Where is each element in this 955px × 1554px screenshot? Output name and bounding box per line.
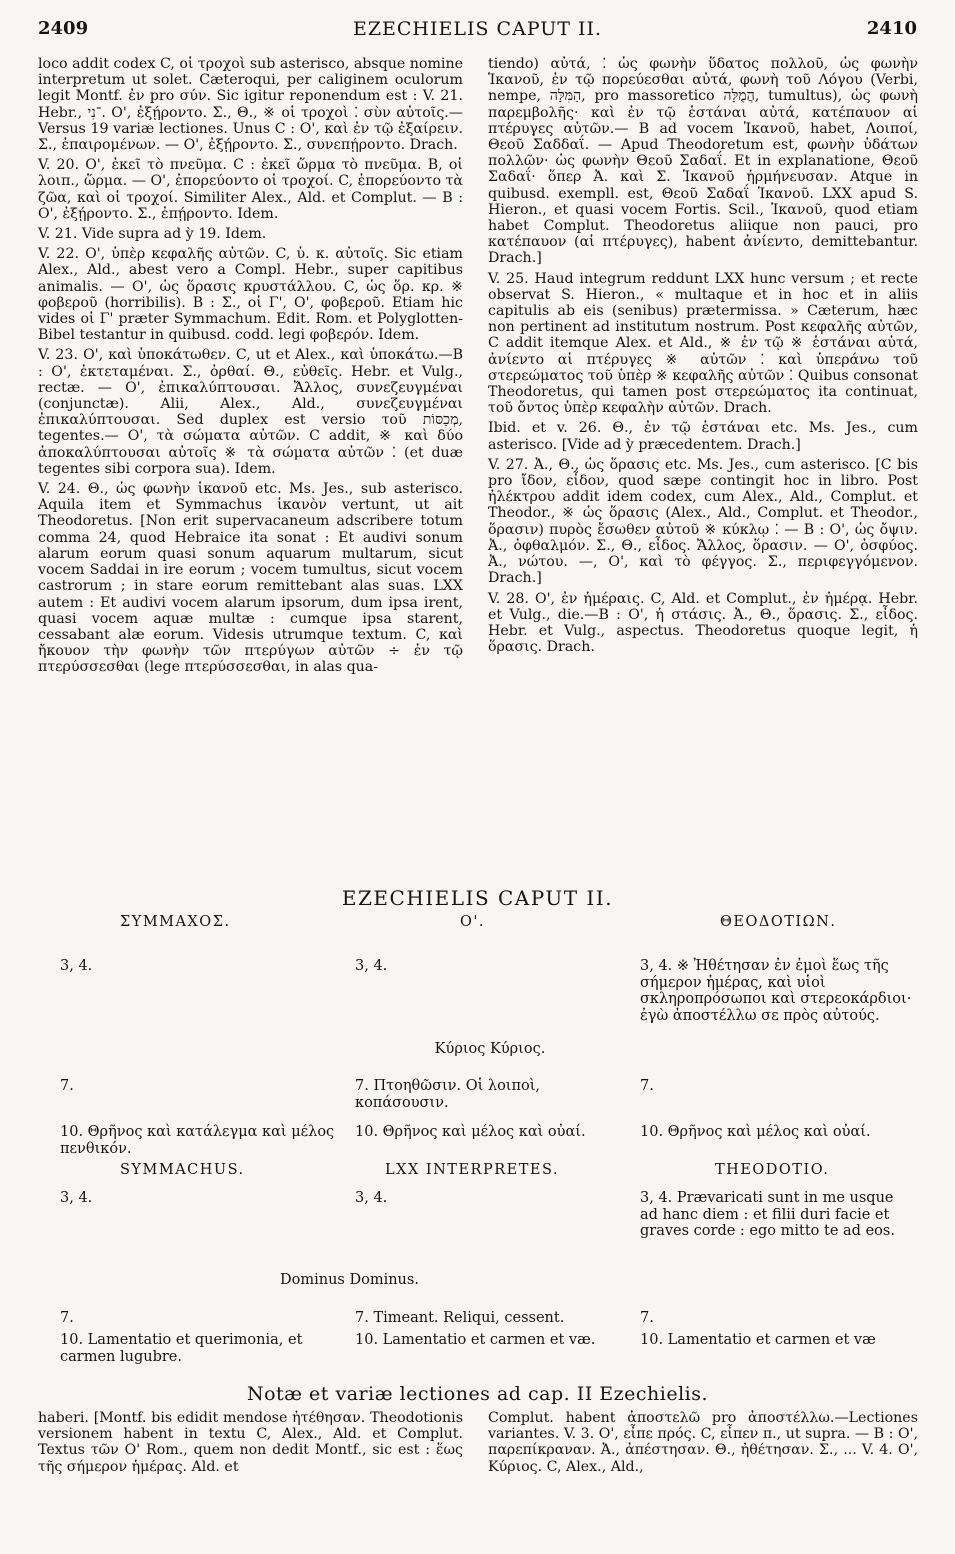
column-header: ΣΥΜΜΑΧΟΣ.	[120, 914, 231, 930]
left-column	[38, 56, 463, 680]
paragraph: V. 21. Vide supra ad ỳ 19. Idem.	[38, 226, 267, 243]
center-text: Dominus Dominus.	[280, 1272, 419, 1288]
table-cell: 7. Timeant. Reliqui, cessent.	[355, 1310, 565, 1326]
paragraph: V. 20. Ο', ἐκεῖ τὸ πνεῦμα. C : ἐκεῖ ὥρμα τὸ πνεῦμα. B, οἱ λοιπ., ὥρμα. — Ο', ἐπορεύοντο οἱ τροχοί. C, ἐπορεύοντο τὰ ζῶα, καὶ οἱ τροχοί. Similiter Alex., Ald. et Complut. — B : Ο', ἐξῄροντο. Σ., ἐπῄροντο. Idem.	[38, 157, 463, 222]
table-cell: 7.	[60, 1078, 74, 1094]
paragraph: loco addit codex C, οἱ τροχοὶ sub asterisco, absque nomine interpretum ut solet. Cæteroqui, per caliginem oculorum legit Montf. ἐν pro σύν. Sic igitur reponendum est : V. 21. Hebr., ־נִי. Ο', ἐξῄροντο. Σ., Θ., ※ οἱ τροχοὶ ⁚ σὺν αὐτοῖς.—Versus 19 variæ lectiones. Unus C : Ο', καὶ ἐν τῷ ἐξαίρειν. Σ., ἐπαιρομένων. — Ο', ἐξῄροντο. Σ., συνεπῄροντο. Drach.	[38, 56, 463, 154]
column-header: Ο'.	[460, 914, 485, 930]
table-cell: 3, 4.	[60, 1190, 93, 1206]
paragraph: V. 23. Ο', καὶ ὑποκάτωθεν. C, ut et Alex., καὶ ὑποκάτω.—B : Ο', ἐκτεταμέναι. Σ., ὀρθαί. Θ., εὐθεῖς. Hebr. et Vulg., rectæ. — Ο', ἐπικαλύπτουσαι. Ἄλλος, συνεζευγμέναι (conjunctæ). Alii, Alex., Ald., συνεζευγμέναι ἐπικαλύπτουσαι. Sed duplex est versio τοῦ מְכַסּוֹת, tegentes.— Ο', τὰ σώματα αὐτῶν. C addit, ※ καὶ δύο ἀποκαλύπτουσαι αὐτοῖς ※ τὰ σώματα αὐτῶν ⁚ (et duæ tegentes sibi corpora sua). Idem.	[38, 347, 463, 477]
table-cell: 10. Lamentatio et carmen et væ.	[355, 1332, 596, 1348]
table-cell: 3, 4.	[60, 958, 93, 974]
table-cell: 3, 4. Prævaricati sunt in me usque ad hanc diem : et filii duri facie et graves corde : ego mitto te ad eos.	[640, 1190, 895, 1239]
page-number-right: 2410	[866, 18, 917, 39]
running-title: EZECHIELIS CAPUT II.	[352, 18, 603, 40]
paragraph: Ibid. et v. 26. Θ., ἐν τῷ ἑστάναι etc. Ms. Jes., cum asterisco. [Vide ad ỳ præcedentem. Drach.]	[488, 420, 918, 453]
paragraph: V. 22. Ο', ὑπὲρ κεφαλῆς αὐτῶν. C, ὑ. κ. αὐτοῖς. Sic etiam Alex., Ald., abest vero a Compl. Hebr., super capitibus animalis. — Ο', ὡς ὅρασις κρυστάλλου. C, ὡς ὅρ. κρ. ※ φοβεροῦ (horribilis). B : Σ., οἱ Γ', Ο', φοβεροῦ. Etiam hic vides οἱ Γ' præter Symmachum. Edit. Rom. et Polyglotten-Bibel testantur in quibusd. codd. legi φοβερόν. Idem.	[38, 246, 463, 344]
table-cell: 7.	[640, 1310, 654, 1326]
page-number-left: 2409	[38, 18, 89, 39]
table-cell: 10. Lamentatio et querimonia, et carmen lugubre.	[60, 1332, 303, 1365]
table-cell: 10. Lamentatio et carmen et væ	[640, 1332, 876, 1348]
column-header: ΘΕΟΔΟΤΙΩΝ.	[720, 914, 837, 930]
column-header: SYMMACHUS.	[120, 1162, 245, 1178]
table-cell: 7. Πτοηθῶσιν. Οἱ λοιποὶ, κοπάσουσιν.	[355, 1078, 541, 1111]
notes-title: Notæ et variæ lectiones ad cap. II Ezechielis.	[246, 1383, 709, 1405]
paragraph: V. 25. Haud integrum reddunt LXX hunc versum ; et recte observat S. Hieron., « multaque et in hoc et in aliis capitulis ab eis (senibus) prætermissa. » Cæterum, hæc non pertinent ad institutum nostrum. Post κεφαλῆς αὐτῶν, C addit itemque Alex. et Ald., ※ ἐν τῷ ※ ἑστάναι αὐτά, ἀνίεντο αἱ πτέρυγες ※ αὐτῶν ⁚ καὶ ὑπεράνω τοῦ στερεώματος τοῦ ὑπὲρ ※ κεφαλῆς αὐτῶν ⁚ Quibus consonat Theodoretus, qui tamen post στερεώματος ita continuat, τοῦ ὄντος ὑπὲρ κεφαλὴν αὐτῶν. Drach.	[488, 270, 918, 417]
section-title: EZECHIELIS CAPUT II.	[341, 886, 614, 910]
table-cell: 10. Θρῆνος καὶ μέλος καὶ οὐαί.	[355, 1124, 586, 1140]
table-cell: 7.	[640, 1078, 654, 1094]
table-cell: 3, 4. ※ Ἠθέτησαν ἐν ἐμοὶ ἕως τῆς σήμερον ἡμέρας, καὶ υἱοὶ σκληροπρόσωποι καὶ στερεοκάρδιοι· ἐγὼ ἀποστέλλω σε πρὸς αὐτούς.	[640, 958, 912, 1024]
column-header: LXX INTERPRETES.	[385, 1162, 560, 1178]
notes-left: haberi. [Montf. bis edidit mendose ἠτέθησαν. Theodotionis versionem habent in textu C, Alex., Ald. et Complut. Textus τῶν Ο' Rom., quem non dedit Montf., sic est : ἕως τῆς σήμερον ἡμέρας. Ald. et	[38, 1410, 463, 1475]
table-cell: 7.	[60, 1310, 74, 1326]
center-text: Κύριος Κύριος.	[434, 1041, 546, 1057]
table-cell: 3, 4.	[355, 958, 388, 974]
page-header	[38, 18, 917, 46]
notes-right: Complut. habent ἀποστελῶ pro ἀποστέλλω.—Lectiones variantes. V. 3. Ο', εἶπε πρός. C, εἶπεν π., ut supra. — B : Ο', παρεπίκραναν. Ἀ., ἀπέστησαν. Θ., ἠθέτησαν. Σ., ... V. 4. Ο', Κύριος. C, Alex., Ald.,	[488, 1410, 918, 1475]
paragraph: tiendo) αὐτά, ⁚ ὡς φωνὴν ὕδατος πολλοῦ, ὡς φωνὴν Ἱκανοῦ, ἐν τῷ πορεύεσθαι αὐτά, φωνὴ τοῦ Λόγου (Verbi, nempe, הַמִּלָּה, pro massoretico הֲמֻלָּה, tumultus), ὡς φωνὴ παρεμβολῆς· καὶ ἐν τῷ ἑστάναι αὐτά, κατέπαυον αἱ πτέρυγες αὐτῶν.— B ad vocem Ἱκανοῦ, habet, Λοιποί, Θεοῦ Σαδδαΐ. — Apud Theodoretum est, φωνὴν ὑδάτων πολλῶν· ὡς φωνὴν Θεοῦ Σαδαΐ. Et in explanatione, Θεοῦ Σαδαΐ· ὅπερ Ἀ. καὶ Σ. Ἱκανοῦ ἡρμήνευσαν. Atque in quibusd. exempll. est, Θεοῦ Σαδαΐ Ἱκανοῦ. LXX apud S. Hieron., et quasi vocem Fortis. Scil., Ἱκανοῦ, quod etiam habet Complut. Theodoretus aliique non pauci, pro κατέπαυον (αἱ πτέρυγες), habent ἀνίεντο, demittebantur. Drach.]	[488, 56, 918, 267]
right-column	[488, 56, 918, 659]
table-cell: 10. Θρῆνος καὶ κατάλεγμα καὶ μέλος πενθικόν.	[60, 1124, 335, 1157]
paragraph: V. 24. Θ., ὡς φωνὴν ἱκανοῦ etc. Ms. Jes., sub asterisco. Aquila item et Symmachus ἱκανὸν vertunt, ut ait Theodoretus. [Non erit supervacaneum adscribere totum comma 24, quod Hebraice ita sonat : Et audivi sonum alarum eorum quasi sonum aquarum multarum, sicut vocem Saddai in ire eorum ; vocem tumultus, sicut vocem castrorum ; in stare eorum remittebant alas suas. LXX autem : Et audivi vocem alarum ipsorum, dum ipsa irent, quasi vocem aquæ multæ : cumque ipsa starent, cessabant alæ eorum. Videsis utrumque textum. C, καὶ ἤκουον τὴν φωνὴν τῶν πτερύγων αὐτῶν ÷ ἐν τῷ πτερύσσεσθαι (lege πτερύσσεσθαι, in alas qua-	[38, 481, 463, 676]
table-cell: 10. Θρῆνος καὶ μέλος καὶ οὐαί.	[640, 1124, 871, 1140]
column-header: THEODOTIO.	[715, 1162, 830, 1178]
paragraph: V. 28. Ο', ἐν ἡμέραις. C, Ald. et Complut., ἐν ἡμέρᾳ. Hebr. et Vulg., die.—B : Ο', ἡ στάσις. Ἀ., Θ., ὅρασις. Σ., εἶδος. Hebr. et Vulg., aspectus. Theodoretus quoque legit, ἡ ὅρασις. Drach.	[488, 590, 918, 656]
paragraph: V. 27. Ἀ., Θ., ὡς ὅρασις etc. Ms. Jes., cum asterisco. [C bis pro ἴδον, εἶδον, quod sæpe contingit hoc in libro. Post ἠλέκτρου addit idem codex, cum Alex., Ald., Complut. et Theodor., ※ ὡς ὅρασις (Alex., Ald., Complut. et Theodor., ὅρασιν) πυρὸς ἔσωθεν αὐτοῦ ※ κύκλῳ ⁚ — B : Ο', ὡς ὄψιν. Ἀ., ὀφθαλμόν. Σ., Θ., εἶδος. Ἄλλος, ὅρασιν. — Ο', ὀσφύος. Ἀ., νώτου. —, Ο', καὶ τὸ φέγγος. Σ., περιφεγγόμενον. Drach.]	[488, 456, 918, 587]
table-cell: 3, 4.	[355, 1190, 388, 1206]
